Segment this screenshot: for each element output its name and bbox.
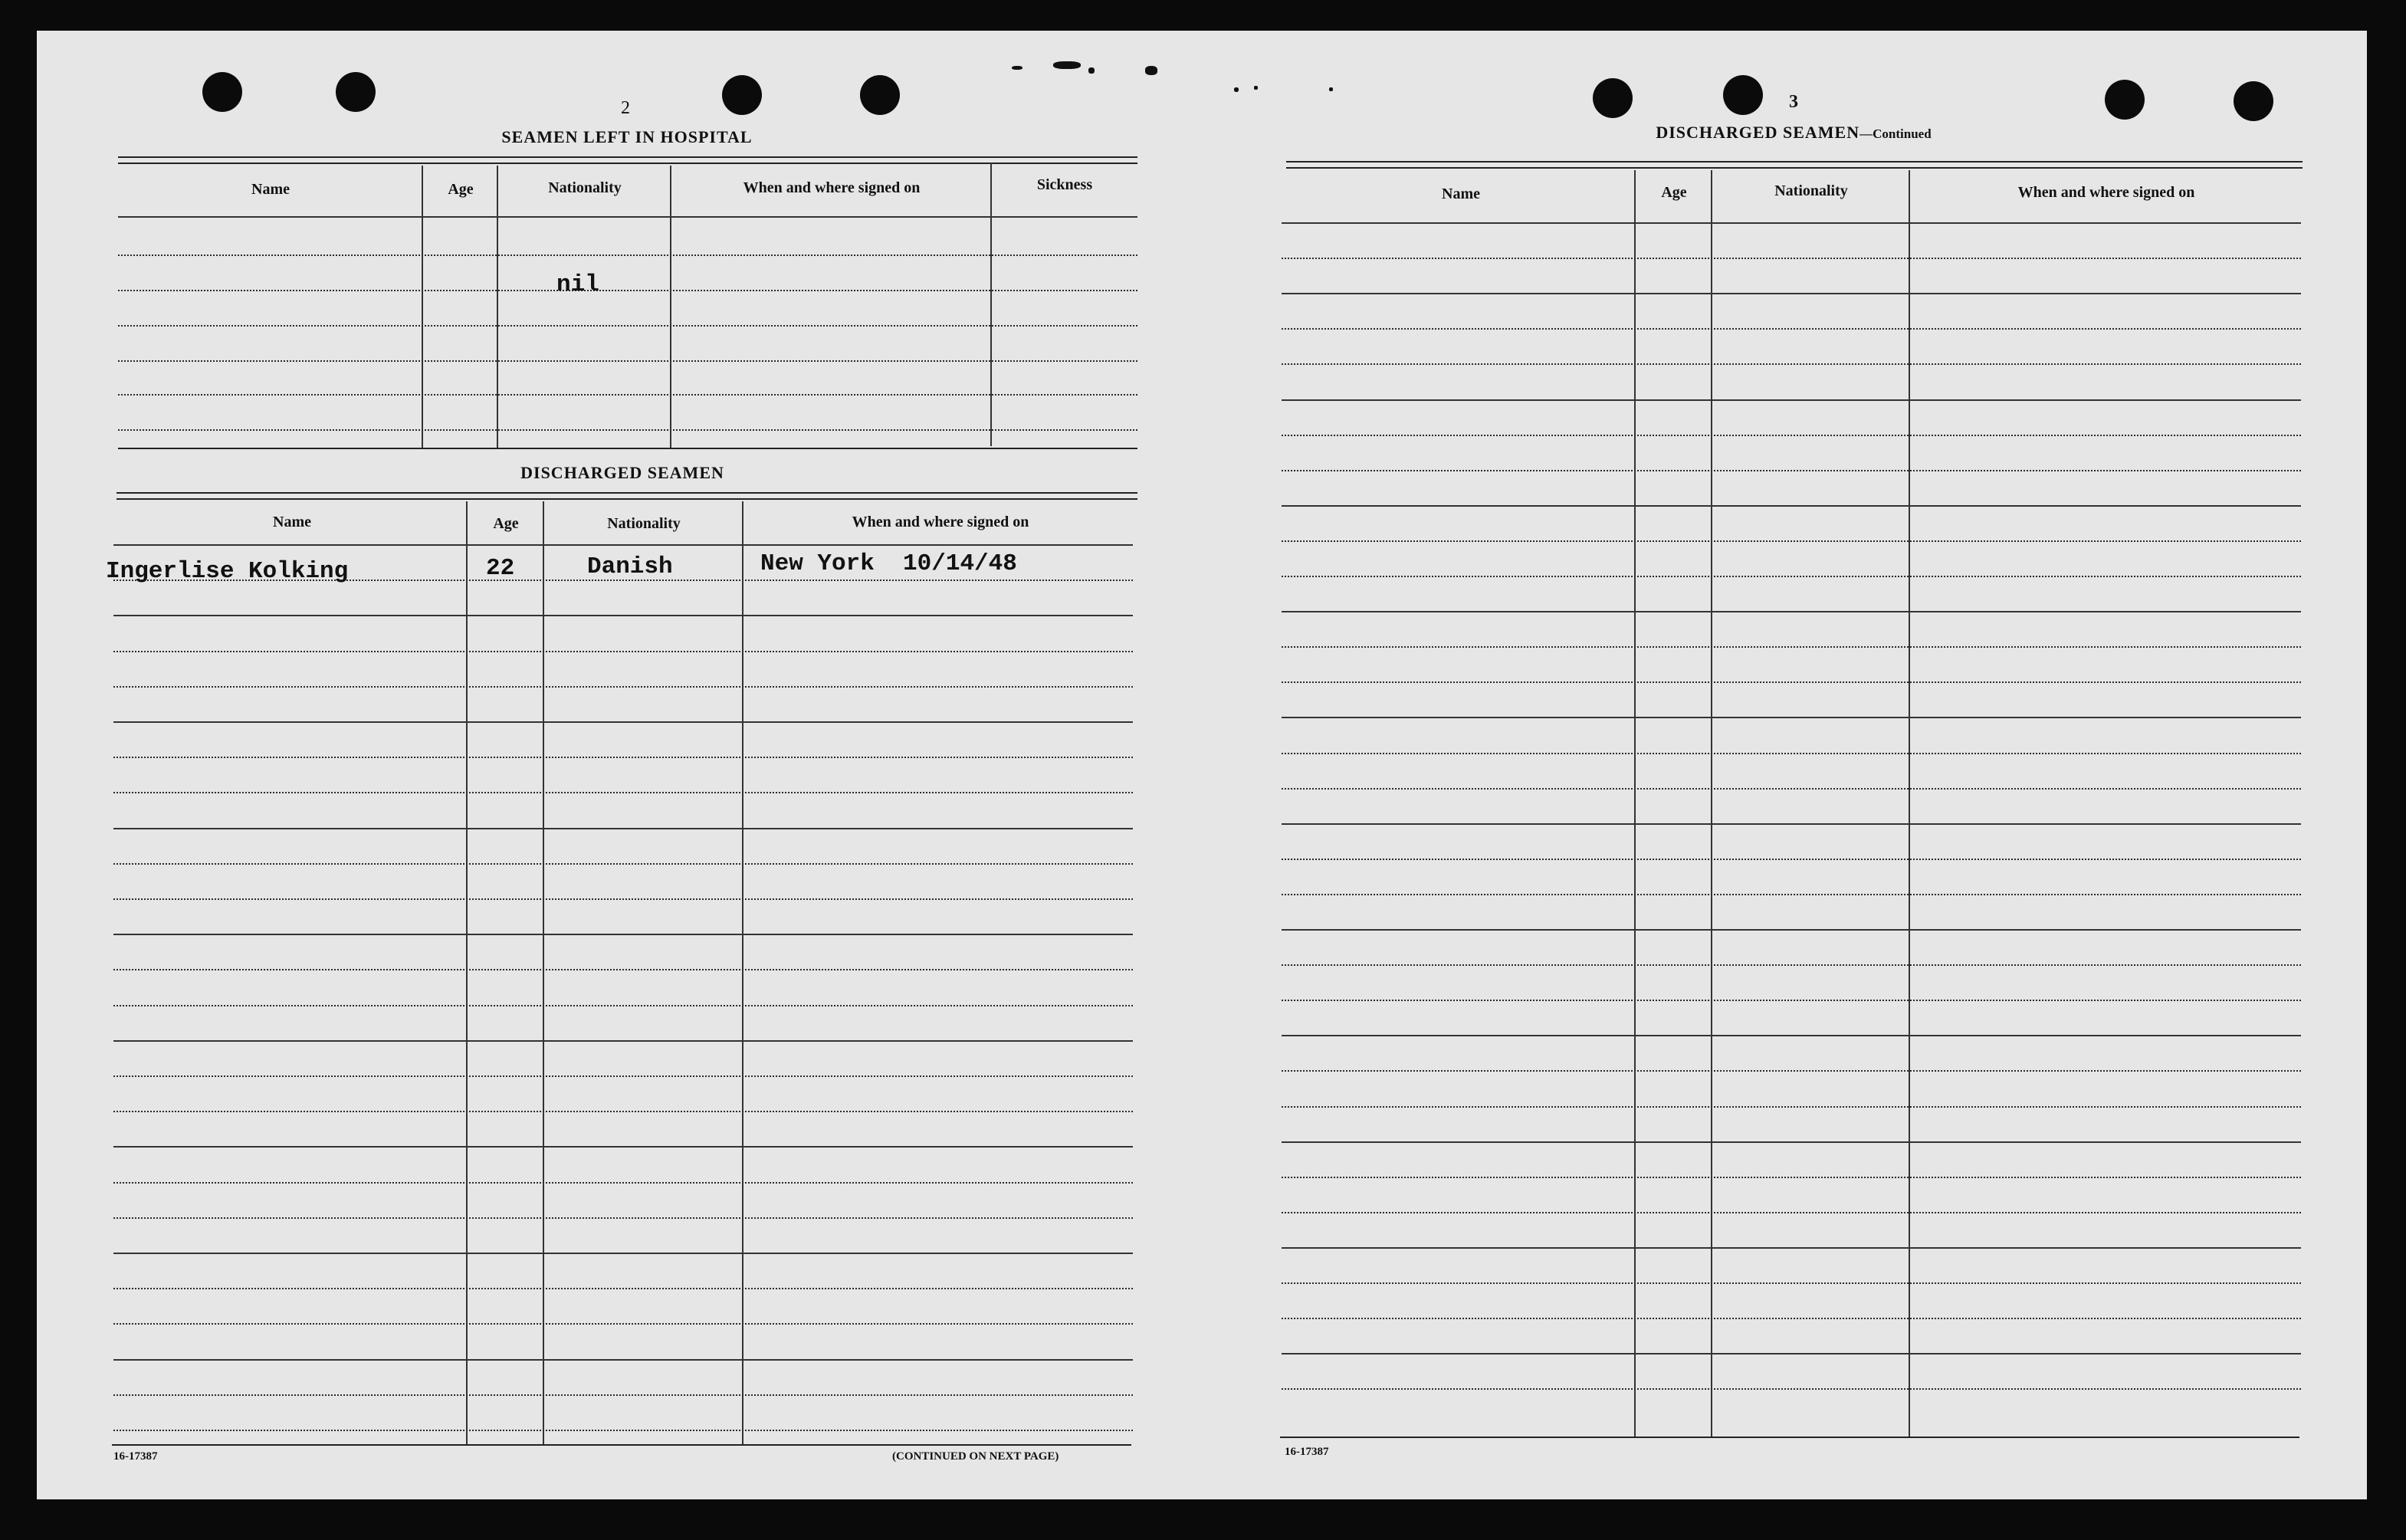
row-rule <box>113 863 1133 865</box>
row-rule <box>113 1217 1133 1219</box>
column-header: When and where signed on <box>2017 184 2195 201</box>
row-rule <box>1282 1282 2301 1284</box>
section-title: DISCHARGED SEAMEN <box>520 463 724 482</box>
punch-hole <box>2234 81 2273 121</box>
row-rule <box>1282 823 2301 825</box>
column-header: Age <box>493 515 519 532</box>
row-rule <box>113 934 1133 935</box>
double-rule <box>1286 161 2303 169</box>
row-rule <box>1282 894 2301 895</box>
seaman-signed-on: New York 10/14/48 <box>760 550 1017 577</box>
row-rule <box>1282 399 2301 401</box>
row-rule <box>113 828 1133 829</box>
row-rule <box>113 1146 1133 1148</box>
row-rule <box>118 360 1137 362</box>
row-rule <box>1282 435 2301 436</box>
row-rule <box>1282 470 2301 471</box>
form-number: 16-17387 <box>1285 1446 1329 1458</box>
row-rule <box>113 1430 1133 1431</box>
punch-hole <box>336 72 376 112</box>
section-title <box>1656 123 1931 143</box>
row-rule <box>113 1323 1133 1325</box>
section-title: SEAMEN LEFT IN HOSPITAL <box>501 127 753 146</box>
row-rule <box>1282 717 2301 718</box>
table-bottom-rule <box>1280 1437 2299 1438</box>
ink-speck <box>1012 66 1022 70</box>
row-rule <box>113 1182 1133 1184</box>
row-rule <box>113 792 1133 793</box>
row-rule <box>1282 646 2301 648</box>
table-column-line <box>742 501 743 1446</box>
row-rule <box>1282 505 2301 507</box>
section-title-suffix: —Continued <box>1859 126 1932 141</box>
column-header: Sickness <box>1036 176 1093 193</box>
seaman-name: Ingerlise Kolking <box>106 558 349 585</box>
row-rule <box>1282 1141 2301 1143</box>
punch-hole <box>2105 80 2145 120</box>
row-rule <box>118 325 1137 327</box>
row-rule <box>113 651 1133 652</box>
row-rule <box>1282 1247 2301 1249</box>
row-rule <box>1282 681 2301 683</box>
row-rule <box>1282 1212 2301 1213</box>
table-column-line <box>543 501 544 1446</box>
double-rule <box>117 492 1137 500</box>
row-rule <box>1282 1388 2301 1390</box>
row-rule <box>113 898 1133 900</box>
table-column-line <box>990 163 992 446</box>
row-rule <box>1282 753 2301 754</box>
row-rule <box>113 1005 1133 1006</box>
row-rule <box>113 757 1133 758</box>
row-rule <box>113 1253 1133 1254</box>
column-header: Age <box>1661 184 1687 201</box>
column-header: Nationality <box>607 515 681 532</box>
column-header: When and where signed on <box>743 179 921 196</box>
row-rule <box>1282 576 2301 577</box>
row-rule <box>1282 611 2301 612</box>
row-rule <box>113 686 1133 688</box>
punch-hole <box>202 72 242 112</box>
row-rule <box>118 254 1137 256</box>
ink-speck <box>1254 86 1258 90</box>
punch-hole <box>722 75 762 115</box>
seaman-nationality: Danish <box>587 553 673 580</box>
continued-note: (CONTINUED ON NEXT PAGE) <box>892 1450 1059 1463</box>
table-column-line <box>497 166 498 449</box>
row-rule <box>118 394 1137 396</box>
row-rule <box>1282 1070 2301 1072</box>
column-header: Nationality <box>1774 182 1848 199</box>
row-rule <box>113 721 1133 723</box>
row-rule <box>1282 1000 2301 1001</box>
column-header: Nationality <box>548 179 622 196</box>
row-rule <box>113 969 1133 970</box>
column-header: Age <box>448 181 474 198</box>
row-rule <box>118 290 1137 291</box>
document-sheet <box>37 31 2367 1499</box>
table-column-line <box>422 166 423 449</box>
row-rule <box>1282 540 2301 542</box>
ink-speck <box>1329 87 1333 91</box>
row-rule <box>1282 1035 2301 1036</box>
column-header: Name <box>273 514 311 530</box>
row-rule <box>1282 1177 2301 1178</box>
row-rule <box>113 544 1133 546</box>
column-header: Name <box>251 181 290 198</box>
row-rule <box>1282 1353 2301 1354</box>
page-number: 2 <box>621 98 630 118</box>
row-rule <box>118 216 1137 218</box>
column-header: Name <box>1442 186 1480 202</box>
ink-speck <box>1088 67 1095 74</box>
row-rule <box>1282 258 2301 259</box>
row-rule <box>113 1288 1133 1289</box>
table-bottom-rule <box>118 448 1137 449</box>
seaman-age: 22 <box>486 555 515 582</box>
row-rule <box>1282 859 2301 860</box>
double-rule <box>118 156 1137 164</box>
row-rule <box>113 1040 1133 1042</box>
row-rule <box>1282 328 2301 330</box>
row-rule <box>113 1075 1133 1077</box>
hospital-entry: nil <box>556 271 599 298</box>
punch-hole <box>860 75 900 115</box>
row-rule <box>118 429 1137 431</box>
column-header: When and where signed on <box>852 514 1029 530</box>
table-bottom-rule <box>112 1444 1131 1446</box>
row-rule <box>1282 964 2301 966</box>
row-rule <box>113 615 1133 616</box>
form-number: 16-17387 <box>113 1450 158 1463</box>
row-rule <box>113 1359 1133 1361</box>
page-number: 3 <box>1789 92 1798 112</box>
punch-hole <box>1723 75 1763 115</box>
table-column-line <box>466 501 468 1446</box>
row-rule <box>1282 1318 2301 1319</box>
row-rule <box>1282 929 2301 931</box>
punch-hole <box>1593 78 1633 118</box>
table-column-line <box>670 166 671 449</box>
row-rule <box>1282 363 2301 365</box>
row-rule <box>1282 222 2301 224</box>
row-rule <box>1282 1106 2301 1108</box>
row-rule <box>1282 788 2301 790</box>
row-rule <box>1282 293 2301 294</box>
row-rule <box>113 1111 1133 1112</box>
section-title-main: DISCHARGED SEAMEN <box>1656 123 1860 142</box>
row-rule <box>113 1394 1133 1396</box>
ink-speck <box>1053 61 1081 69</box>
ink-speck <box>1145 66 1157 75</box>
ink-speck <box>1234 87 1239 92</box>
